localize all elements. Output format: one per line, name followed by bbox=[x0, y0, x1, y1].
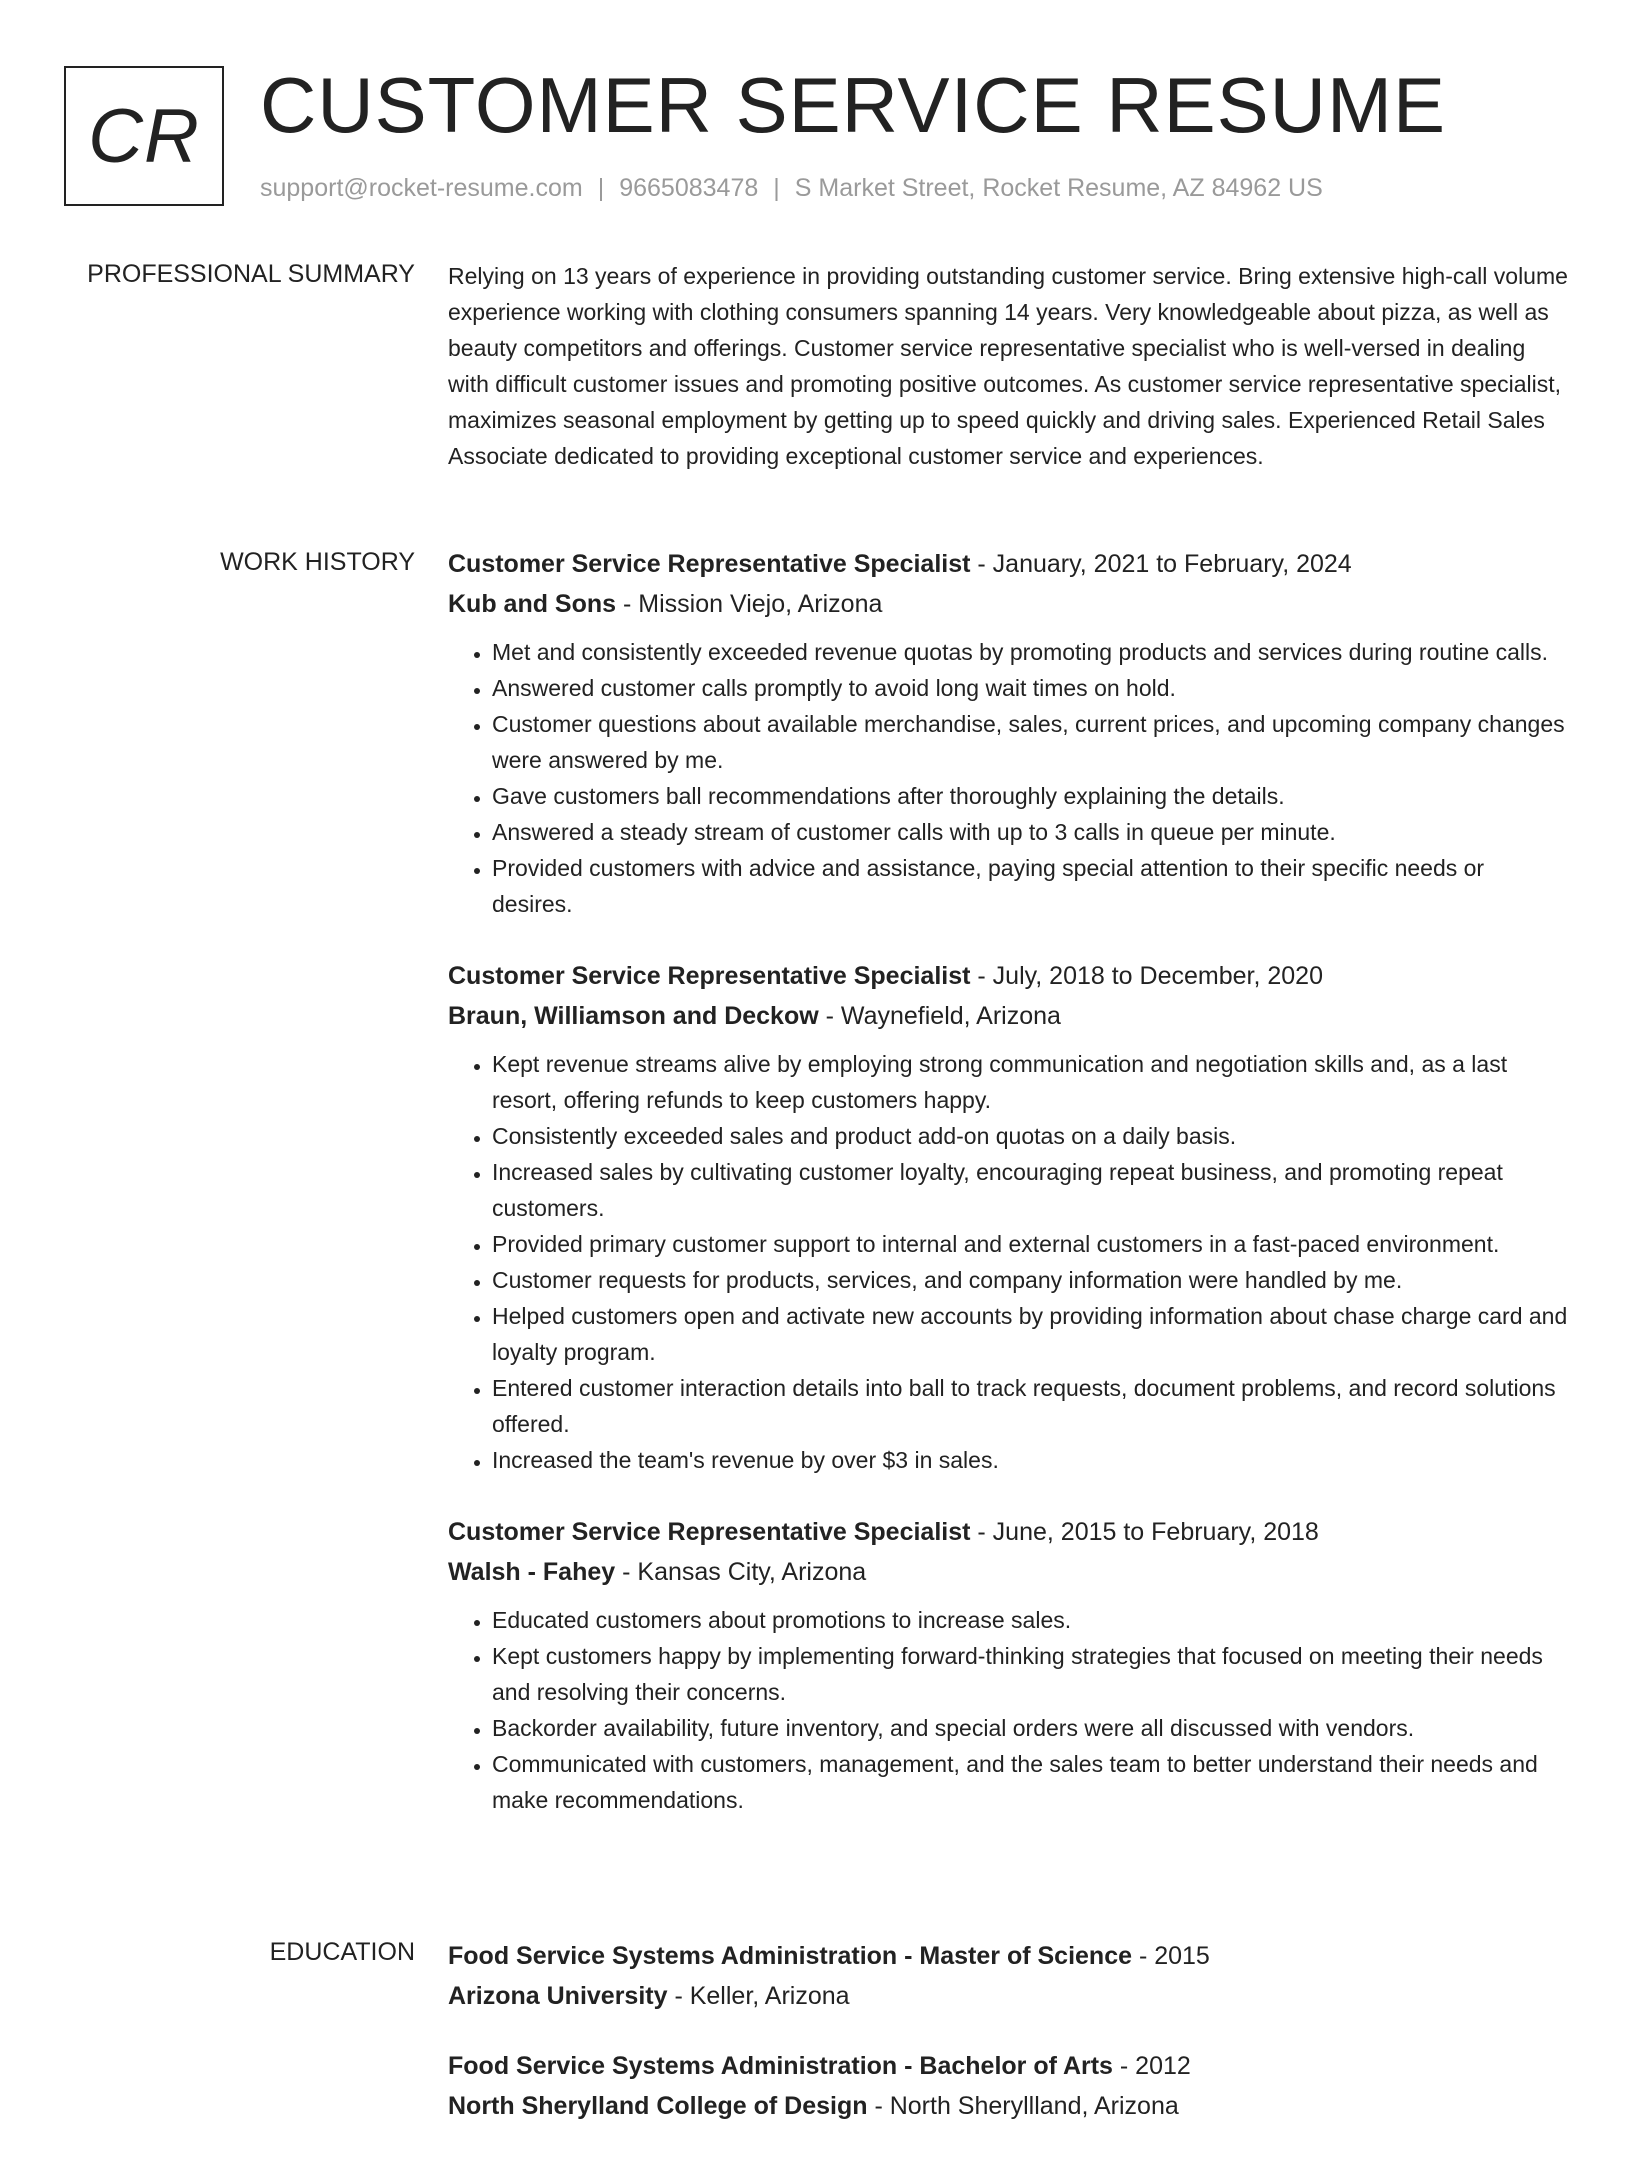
contact-separator: | bbox=[597, 174, 605, 202]
contact-separator: | bbox=[773, 174, 780, 202]
resume-title: CUSTOMER SERVICE RESUME bbox=[260, 61, 1446, 149]
job-bullet: • Customer questions about available merchandise, sales, current prices, and upcoming company changes were answered by me. bbox=[492, 706, 1570, 778]
degree-year: - 2012 bbox=[1112, 2052, 1191, 2080]
school-name: North Sherylland College of Design bbox=[448, 2092, 868, 2120]
monogram-logo: CR bbox=[64, 66, 224, 206]
education-heading: EDUCATION bbox=[269, 1938, 415, 1966]
job-dates: - June, 2015 to February, 2018 bbox=[970, 1518, 1319, 1546]
education-entry bbox=[448, 2046, 1570, 2126]
contact-line bbox=[260, 174, 1323, 203]
job-company-line bbox=[448, 1552, 1570, 1592]
contact-email: support@rocket-resume.com bbox=[260, 174, 583, 202]
job-bullet: • Met and consistently exceeded revenue quotas by promoting products and services during routine calls. bbox=[492, 634, 1570, 670]
job-title: Customer Service Representative Specialist bbox=[448, 550, 971, 578]
degree-line bbox=[448, 2046, 1570, 2086]
contact-phone: 9665083478 bbox=[619, 174, 759, 202]
job-entry bbox=[448, 544, 1570, 922]
school-name: Arizona University bbox=[448, 1982, 668, 2010]
job-bullet: • Customer requests for products, services, and company information were handled by me. bbox=[492, 1262, 1570, 1298]
job-company-line bbox=[448, 584, 1570, 624]
degree-title: Food Service Systems Administration - Master of Science bbox=[448, 1942, 1132, 1970]
job-bullet: • Communicated with customers, management, and the sales team to better understand their needs and make recommendations. bbox=[492, 1746, 1570, 1818]
job-bullet: • Backorder availability, future inventory, and special orders were all discussed with vendors. bbox=[492, 1710, 1570, 1746]
education-entry bbox=[448, 1936, 1570, 2016]
job-company: Kub and Sons bbox=[448, 590, 617, 618]
work-history-heading: WORK HISTORY bbox=[220, 548, 415, 576]
job-bullet: • Consistently exceeded sales and product add-on quotas on a daily basis. bbox=[492, 1118, 1570, 1154]
job-dates: - July, 2018 to December, 2020 bbox=[970, 962, 1323, 990]
job-dates: - January, 2021 to February, 2024 bbox=[970, 550, 1352, 578]
job-bullet: • Increased the team's revenue by over $3 in sales. bbox=[492, 1442, 1570, 1478]
job-bullet: • Kept revenue streams alive by employing strong communication and negotiation skills and, as a last resort, offering refunds to keep customers happy. bbox=[492, 1046, 1570, 1118]
degree-year: - 2015 bbox=[1132, 1942, 1210, 1970]
job-company: Braun, Williamson and Deckow bbox=[448, 1002, 819, 1030]
job-location: - Kansas City, Arizona bbox=[615, 1558, 867, 1586]
job-bullet: • Answered a steady stream of customer calls with up to 3 calls in queue per minute. bbox=[492, 814, 1570, 850]
job-company-line bbox=[448, 996, 1570, 1036]
job-title: Customer Service Representative Specialist bbox=[448, 1518, 971, 1546]
job-entry bbox=[448, 956, 1570, 1478]
job-bullet-list bbox=[448, 1602, 1570, 1818]
job-bullet-list bbox=[448, 1046, 1570, 1478]
job-entry bbox=[448, 1512, 1570, 1818]
job-title-line bbox=[448, 544, 1570, 584]
job-company: Walsh - Fahey bbox=[448, 1558, 616, 1586]
work-history-body bbox=[448, 544, 1570, 1852]
job-bullet: • Educated customers about promotions to increase sales. bbox=[492, 1602, 1570, 1638]
contact-address: S Market Street, Rocket Resume, AZ 84962 US bbox=[794, 174, 1323, 202]
degree-line bbox=[448, 1936, 1570, 1976]
job-title-line bbox=[448, 1512, 1570, 1552]
job-bullet: • Gave customers ball recommendations after thoroughly explaining the details. bbox=[492, 778, 1570, 814]
summary-text: Relying on 13 years of experience in providing outstanding customer service. Bring extensive high-call volume experience working with clothing consumers spanning 14 years. Very knowledgeable about pizza, as well as beauty competitors and offerings. Customer service representative specialist who is well-versed in dealing with difficult customer issues and promoting positive outcomes. As customer service representative specialist, maximizes seasonal employment by getting up to speed quickly and driving sales. Experienced Retail Sales Associate dedicated to providing exceptional customer service and experiences. bbox=[448, 263, 1568, 469]
school-line bbox=[448, 2086, 1570, 2126]
job-title-line bbox=[448, 956, 1570, 996]
job-bullet: • Increased sales by cultivating customer loyalty, encouraging repeat business, and promoting repeat customers. bbox=[492, 1154, 1570, 1226]
school-location: - North Sheryllland, Arizona bbox=[867, 2092, 1179, 2120]
job-bullet: • Helped customers open and activate new accounts by providing information about chase charge card and loyalty program. bbox=[492, 1298, 1570, 1370]
degree-title: Food Service Systems Administration - Bachelor of Arts bbox=[448, 2052, 1113, 2080]
job-bullet: • Kept customers happy by implementing forward-thinking strategies that focused on meeting their needs and resolving their concerns. bbox=[492, 1638, 1570, 1710]
school-line bbox=[448, 1976, 1570, 2016]
job-bullet-list bbox=[448, 634, 1570, 922]
job-bullet: • Provided customers with advice and assistance, paying special attention to their specific needs or desires. bbox=[492, 850, 1570, 922]
school-location: - Keller, Arizona bbox=[667, 1982, 850, 2010]
job-location: - Mission Viejo, Arizona bbox=[616, 590, 883, 618]
resume-header bbox=[64, 61, 1568, 210]
job-bullet: • Provided primary customer support to internal and external customers in a fast-paced environment. bbox=[492, 1226, 1570, 1262]
job-location: - Waynefield, Arizona bbox=[818, 1002, 1061, 1030]
job-bullet: • Entered customer interaction details into ball to track requests, document problems, and record solutions offered. bbox=[492, 1370, 1570, 1442]
education-body bbox=[448, 1936, 1570, 2160]
job-bullet: • Answered customer calls promptly to avoid long wait times on hold. bbox=[492, 670, 1570, 706]
summary-body bbox=[448, 258, 1570, 474]
job-title: Customer Service Representative Specialist bbox=[448, 962, 971, 990]
summary-heading: PROFESSIONAL SUMMARY bbox=[87, 260, 415, 288]
